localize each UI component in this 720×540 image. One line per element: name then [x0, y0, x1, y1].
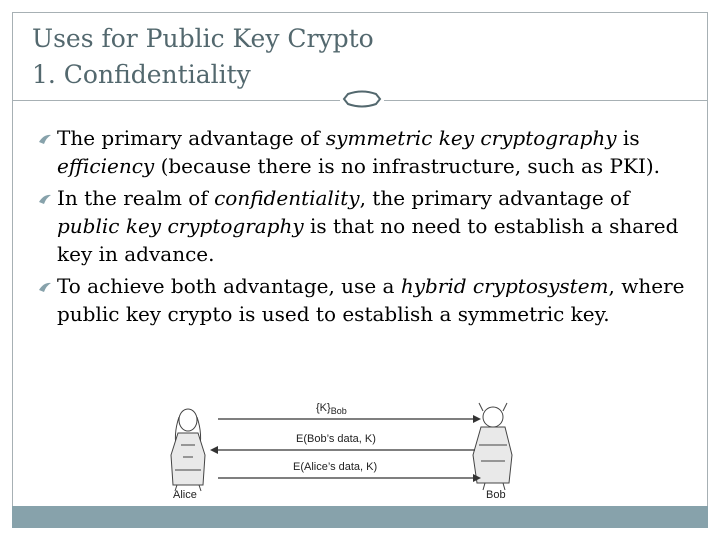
bullet-icon	[38, 133, 52, 145]
slide-title	[12, 12, 708, 100]
bullet-text-segment: To achieve both advantage, use a	[57, 274, 401, 298]
message-3-label: E(Alice’s data, K)	[293, 461, 378, 473]
footer-bar	[12, 506, 708, 528]
bullet-list	[38, 124, 688, 332]
arrow-to-alice-1	[210, 446, 475, 454]
arrow-to-bob-2	[218, 474, 481, 482]
bullet-text-segment: In the realm of	[57, 186, 215, 210]
bullet-text-segment: (because there is no infrastructure, such as PKI).	[154, 154, 661, 178]
bullet-item	[38, 184, 688, 268]
bullet-text-segment: symmetric key cryptography	[325, 126, 617, 150]
bullet-text-segment: , the primary advantage of	[359, 186, 630, 210]
bullet-item	[38, 124, 688, 180]
title-line-2: 1. Confidentiality	[32, 60, 251, 89]
message-2-label: E(Bob’s data, K)	[296, 433, 376, 445]
bullet-text-segment: is that no need to establish a shared key in advance.	[57, 214, 679, 266]
bullet-text-segment: The primary advantage of	[57, 126, 326, 150]
bullet-icon	[38, 281, 52, 293]
bullet-text-segment: is	[616, 126, 640, 150]
bullet-text-segment: efficiency	[57, 154, 155, 178]
alice-illustration	[171, 409, 205, 491]
bullet-icon	[38, 193, 52, 205]
divider-ornament	[340, 88, 384, 110]
bullet-text-segment: , where public key crypto is used to establish a symmetric key.	[57, 274, 685, 326]
message-1-label: $\{K\}_{Bob}$	[316, 402, 347, 416]
bullet-text-segment: public key cryptography	[57, 214, 304, 238]
arrow-to-bob	[218, 415, 481, 423]
title-line-1: Uses for Public Key Crypto	[32, 24, 374, 53]
alice-label: Alice	[173, 489, 197, 501]
bullet-text-segment: confidentiality	[214, 186, 360, 210]
bullet-text-segment: hybrid cryptosystem	[400, 274, 609, 298]
key-exchange-figure	[163, 395, 513, 503]
bob-label: Bob	[486, 489, 506, 501]
bullet-item	[38, 272, 688, 328]
